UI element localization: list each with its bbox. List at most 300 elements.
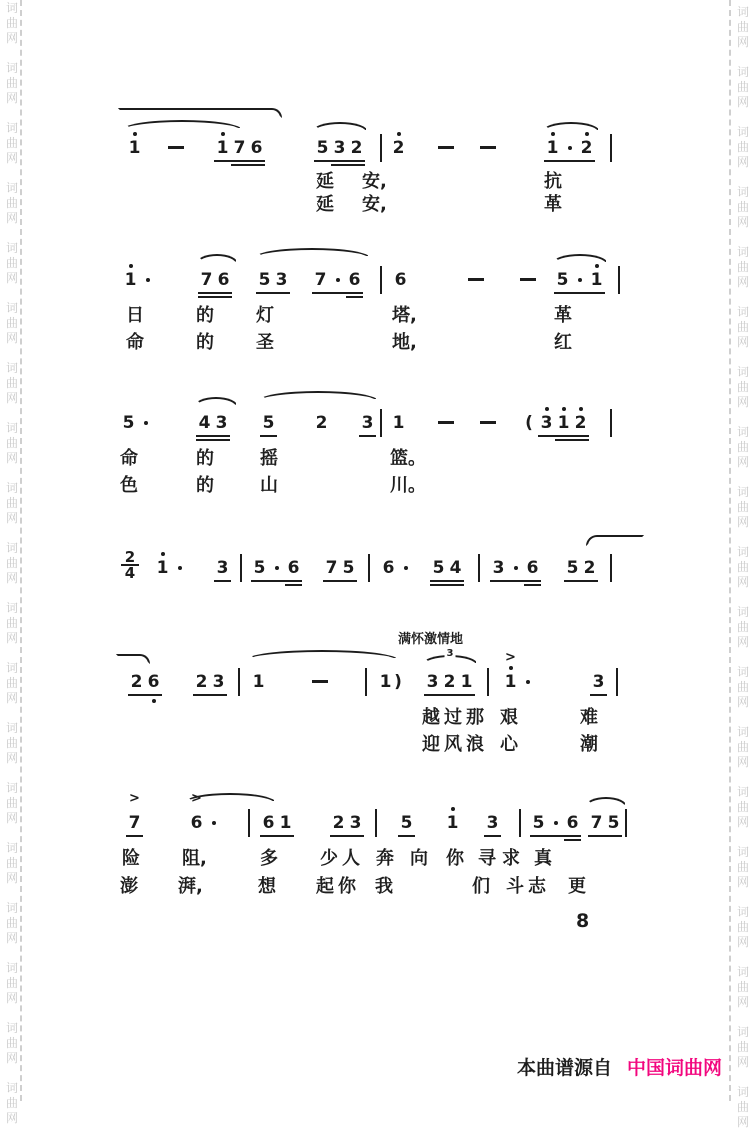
beam-underline-2 <box>564 839 581 841</box>
beam-underline <box>251 580 302 582</box>
lyric-syllable: 延 <box>316 171 334 192</box>
beam-underline <box>193 694 227 696</box>
note-char: 2 <box>578 138 595 158</box>
time-signature-denominator: 4 <box>121 564 139 580</box>
beam-underline-2 <box>331 164 365 166</box>
slur-tie <box>542 122 600 132</box>
lyric-syllable: 想 <box>258 876 276 897</box>
octave-dot-above <box>397 132 401 136</box>
duration-dash <box>480 146 496 149</box>
note-group <box>564 558 598 578</box>
beam-underline <box>312 292 363 294</box>
watermark-char: 词 <box>736 605 749 619</box>
slur-tie <box>422 648 478 665</box>
beam-underline <box>530 835 581 837</box>
note-char: 1 <box>279 813 292 833</box>
lyric-syllable: 安, <box>362 194 387 215</box>
slur-tie <box>246 650 398 660</box>
barline <box>368 554 370 582</box>
lyric-syllable: 的 <box>196 332 214 353</box>
note-group <box>312 270 363 290</box>
watermark-char: 曲 <box>736 1100 749 1114</box>
note-group <box>193 672 227 692</box>
note-group <box>392 270 409 290</box>
lyric-syllable: 求 <box>502 848 520 869</box>
watermark-char: 曲 <box>736 860 749 874</box>
lyric-syllable: 志 <box>528 876 546 897</box>
page-number: 8 <box>576 910 590 932</box>
note-char <box>139 270 156 290</box>
note-char: ) <box>394 672 402 692</box>
watermark-char: 词 <box>5 181 18 195</box>
barline <box>380 409 382 437</box>
watermark-char: 词 <box>5 841 18 855</box>
watermark-char: 词 <box>5 601 18 615</box>
watermark-char: 词 <box>5 61 18 75</box>
lyric-syllable: 艰 <box>500 707 518 728</box>
lyric-syllable: 你 <box>446 848 464 869</box>
lyric-syllable: 险 <box>122 848 140 869</box>
lyric-syllable: 迎 <box>422 734 440 755</box>
watermark-char: 曲 <box>736 1040 749 1054</box>
augmentation-dot <box>526 680 530 684</box>
slur-tie <box>118 108 282 118</box>
octave-dot-above <box>161 552 165 556</box>
note-group <box>554 270 605 290</box>
watermark-char: 曲 <box>736 980 749 994</box>
note-char <box>571 270 588 290</box>
watermark-char: 词 <box>736 365 749 379</box>
watermark-char: 曲 <box>5 136 18 150</box>
note-char: 5 <box>556 270 569 290</box>
beam-underline-2 <box>430 584 464 586</box>
duration-dash <box>168 146 184 149</box>
watermark-char: 词 <box>5 121 18 135</box>
note-group <box>154 558 188 578</box>
watermark-char: 曲 <box>5 16 18 30</box>
note-char: 4 <box>449 558 462 578</box>
watermark-char: 曲 <box>736 140 749 154</box>
lyric-syllable: 灯 <box>256 305 274 326</box>
watermark-char: 网 <box>736 995 749 1009</box>
beam-underline <box>260 435 277 437</box>
note-group <box>323 558 357 578</box>
watermark-char: 词 <box>736 305 749 319</box>
beam-underline <box>214 160 265 162</box>
note-char: 5 <box>258 270 271 290</box>
barline <box>380 134 382 162</box>
watermark-char: 网 <box>736 335 749 349</box>
note-char: ( <box>525 413 533 433</box>
lyric-syllable: 向 <box>410 848 428 869</box>
watermark-char: 词 <box>5 1021 18 1035</box>
watermark-char: 曲 <box>736 620 749 634</box>
note-char: 2 <box>350 138 363 158</box>
watermark-char: 网 <box>5 1111 18 1125</box>
watermark-char: 网 <box>736 635 749 649</box>
lyric-syllable: 澎 <box>120 876 138 897</box>
watermark-char: 词 <box>5 1 18 15</box>
watermark-char: 词 <box>736 845 749 859</box>
barline <box>519 809 521 837</box>
footer-site-link[interactable]: 中国词曲网 <box>627 1057 723 1079</box>
watermark-char: 网 <box>5 691 18 705</box>
watermark-char: 网 <box>736 815 749 829</box>
watermark-char: 词 <box>736 1025 749 1039</box>
augmentation-dot <box>514 566 518 570</box>
beam-underline <box>330 835 364 837</box>
watermark-char: 词 <box>736 485 749 499</box>
beam-underline-2 <box>196 439 230 441</box>
watermark-char: 曲 <box>736 260 749 274</box>
watermark-char: 网 <box>5 871 18 885</box>
watermark-char: 词 <box>5 661 18 675</box>
barline <box>616 668 618 696</box>
note-char: 7 <box>200 270 213 290</box>
duration-dash <box>312 680 328 683</box>
note-char: 2 <box>390 138 407 158</box>
beam-underline <box>314 160 365 162</box>
note-group <box>380 558 414 578</box>
note-char: 2 <box>583 558 596 578</box>
lyric-syllable: 我 <box>375 876 393 897</box>
barline <box>240 554 242 582</box>
octave-dot-above <box>545 407 549 411</box>
footer <box>517 1053 723 1080</box>
note-char: 3 <box>426 672 439 692</box>
note-group <box>490 558 541 578</box>
note-char: 2 <box>195 672 208 692</box>
note-char <box>397 558 414 578</box>
watermark-char: 网 <box>736 275 749 289</box>
note-char: 1 <box>460 672 473 692</box>
note-char: 5 <box>566 558 579 578</box>
note-char: 1 <box>126 138 143 158</box>
augmentation-dot <box>568 146 572 150</box>
watermark-char: 词 <box>5 241 18 255</box>
note-char: 5 <box>532 813 545 833</box>
lyric-syllable: 延 <box>316 194 334 215</box>
barline <box>625 809 627 837</box>
watermark-char: 词 <box>736 245 749 259</box>
watermark-char: 词 <box>5 481 18 495</box>
lyric-syllable: 们 <box>472 876 490 897</box>
note-char: 1 <box>444 813 461 833</box>
watermark-border-left <box>20 0 22 1101</box>
note-char: 3 <box>492 558 505 578</box>
note-char <box>547 813 564 833</box>
watermark-char: 网 <box>736 155 749 169</box>
note-char: 6 <box>262 813 275 833</box>
note-char: 2 <box>572 413 589 433</box>
lyric-syllable: 地, <box>392 332 417 353</box>
note-group <box>484 813 501 833</box>
watermark-char: 曲 <box>5 796 18 810</box>
beam-underline-2 <box>346 296 363 298</box>
lyric-syllable: 起 <box>316 876 334 897</box>
watermark-char: 词 <box>5 361 18 375</box>
note-group <box>390 413 407 433</box>
watermark-char: 曲 <box>5 556 18 570</box>
note-char: 2 <box>315 413 328 433</box>
watermark-char: 曲 <box>736 440 749 454</box>
note-group <box>250 672 267 692</box>
watermark-char: 曲 <box>5 856 18 870</box>
barline <box>380 266 382 294</box>
note-char: 6 <box>394 270 407 290</box>
note-char: 6 <box>250 138 263 158</box>
lyric-syllable: 日 <box>126 305 144 326</box>
note-group <box>393 672 403 692</box>
watermark-char: 网 <box>5 451 18 465</box>
watermark-char: 词 <box>736 545 749 559</box>
beam-underline <box>256 292 290 294</box>
note-group <box>430 558 464 578</box>
note-char <box>519 672 536 692</box>
lyric-syllable: 命 <box>120 448 138 469</box>
barline <box>375 809 377 837</box>
note-char: 1 <box>214 138 231 158</box>
note-char: 2 <box>443 672 456 692</box>
augmentation-dot <box>144 421 148 425</box>
note-char: 6 <box>145 672 162 692</box>
beam-underline <box>564 580 598 582</box>
watermark-char: 曲 <box>5 196 18 210</box>
beam-underline <box>484 835 501 837</box>
lyric-syllable: 越 <box>422 707 440 728</box>
barline <box>610 409 612 437</box>
note-char: 5 <box>607 813 620 833</box>
lyric-syllable: 革 <box>554 305 572 326</box>
note-group <box>544 138 595 158</box>
duration-dash <box>438 421 454 424</box>
note-group <box>126 791 143 833</box>
barline <box>610 554 612 582</box>
note-group <box>524 413 534 433</box>
note-group <box>377 672 394 692</box>
note-char: 6 <box>287 558 300 578</box>
lyric-syllable: 川。 <box>390 475 426 496</box>
octave-dot-above <box>509 666 513 670</box>
note-group <box>313 413 330 433</box>
beam-underline <box>398 835 415 837</box>
note-char: 2 <box>130 672 143 692</box>
octave-dot-above <box>451 807 455 811</box>
watermark-char: 词 <box>736 905 749 919</box>
barline <box>365 668 367 696</box>
watermark-char: 词 <box>736 5 749 19</box>
watermark-char: 网 <box>736 95 749 109</box>
watermark-char: 曲 <box>5 736 18 750</box>
slur-tie <box>194 397 238 407</box>
note-char: 5 <box>253 558 266 578</box>
note-char: 5 <box>122 413 135 433</box>
time-signature-numerator: 2 <box>124 548 136 566</box>
beam-underline <box>538 435 589 437</box>
note-char: 1 <box>588 270 605 290</box>
watermark-char: 曲 <box>5 676 18 690</box>
watermark-char: 网 <box>736 215 749 229</box>
beam-underline-2 <box>555 439 589 441</box>
lyric-syllable: 多 <box>260 848 278 869</box>
watermark-char: 网 <box>5 271 18 285</box>
note-group <box>398 813 415 833</box>
watermark-char: 曲 <box>5 1036 18 1050</box>
watermark-char: 网 <box>5 811 18 825</box>
note-group <box>214 138 265 158</box>
note-group <box>126 138 143 158</box>
note-group <box>260 413 277 433</box>
note-char: 7 > <box>128 791 141 833</box>
duration-dash <box>520 278 536 281</box>
note-group <box>214 558 231 578</box>
lyric-syllable: 圣 <box>256 332 274 353</box>
watermark-char: 词 <box>736 725 749 739</box>
octave-dot-above <box>551 132 555 136</box>
octave-dot-above <box>579 407 583 411</box>
footer-source-label: 本曲谱源自 <box>517 1057 613 1079</box>
watermark-char: 曲 <box>5 376 18 390</box>
beam-underline <box>323 580 357 582</box>
lyric-syllable: 安, <box>362 171 387 192</box>
beam-underline <box>588 835 622 837</box>
duration-dash <box>438 146 454 149</box>
augmentation-dot <box>336 278 340 282</box>
lyric-syllable: 斗 <box>506 876 524 897</box>
note-char: 3 <box>349 813 362 833</box>
augmentation-dot <box>554 821 558 825</box>
lyric-syllable: 潮 <box>580 734 598 755</box>
note-char <box>205 813 222 833</box>
slur-tie <box>196 254 238 264</box>
beam-underline <box>196 435 230 437</box>
watermark-char: 网 <box>736 35 749 49</box>
watermark-char: 词 <box>736 1085 749 1099</box>
lyric-syllable: 湃, <box>178 876 203 897</box>
lyric-syllable: 抗 <box>544 171 562 192</box>
watermark-char: 曲 <box>736 80 749 94</box>
tuplet-number: 3 <box>446 648 454 659</box>
note-char: 6 <box>526 558 539 578</box>
lyric-syllable: 山 <box>260 475 278 496</box>
note-char: 6 > <box>190 791 203 833</box>
note-group <box>502 650 536 692</box>
beam-underline-2 <box>231 164 265 166</box>
beam-underline <box>359 435 376 437</box>
watermark-char: 词 <box>5 901 18 915</box>
beam-underline <box>198 292 232 294</box>
watermark-char: 曲 <box>736 320 749 334</box>
watermark-char: 词 <box>5 301 18 315</box>
beam-underline <box>430 580 464 582</box>
slur-tie <box>312 122 368 132</box>
note-char: 1 <box>392 413 405 433</box>
watermark-char: 曲 <box>736 680 749 694</box>
beam-underline <box>260 835 294 837</box>
octave-dot-above <box>595 264 599 268</box>
note-char: 7 <box>314 270 327 290</box>
note-char <box>268 558 285 578</box>
note-char: 1 <box>544 138 561 158</box>
note-group <box>444 813 461 833</box>
watermark-char: 网 <box>736 575 749 589</box>
note-char <box>561 138 578 158</box>
note-char: 7 <box>233 138 246 158</box>
octave-dot-above <box>221 132 225 136</box>
note-char: 1 > <box>504 650 517 692</box>
octave-dot-above <box>133 132 137 136</box>
lyric-syllable: 奔 <box>376 848 394 869</box>
note-char: 5 <box>342 558 355 578</box>
note-char: 6 <box>382 558 395 578</box>
watermark-char: 词 <box>5 421 18 435</box>
lyric-syllable: 浪 <box>466 734 484 755</box>
note-char: 5 <box>400 813 413 833</box>
lyric-syllable: 的 <box>196 475 214 496</box>
watermark-char: 网 <box>736 875 749 889</box>
note-group <box>424 672 475 692</box>
watermark-char: 曲 <box>5 976 18 990</box>
duration-dash <box>480 421 496 424</box>
watermark-char: 词 <box>736 785 749 799</box>
watermark-char: 网 <box>5 511 18 525</box>
watermark-char: 词 <box>736 665 749 679</box>
beam-underline <box>490 580 541 582</box>
note-char: 3 <box>592 672 605 692</box>
slur-tie <box>552 254 608 264</box>
watermark-char: 网 <box>5 751 18 765</box>
note-char: 5 <box>316 138 329 158</box>
slur-tie <box>254 248 370 258</box>
augmentation-dot <box>178 566 182 570</box>
watermark-char: 网 <box>736 935 749 949</box>
lyric-syllable: 寻 <box>478 848 496 869</box>
lyric-syllable: 阻, <box>182 848 207 869</box>
note-group <box>256 270 290 290</box>
beam-underline-2 <box>524 584 541 586</box>
watermark-char: 曲 <box>5 916 18 930</box>
note-char: 4 <box>198 413 211 433</box>
lyric-syllable: 革 <box>544 194 562 215</box>
octave-dot-above <box>562 407 566 411</box>
lyric-syllable: 少 <box>320 848 338 869</box>
slur-tie <box>116 654 150 664</box>
watermark-char: 网 <box>736 515 749 529</box>
watermark-char: 词 <box>5 781 18 795</box>
note-char: 6 <box>217 270 230 290</box>
watermark-char: 词 <box>5 1081 18 1095</box>
octave-dot-above <box>129 264 133 268</box>
note-char: 1 <box>154 558 171 578</box>
barline <box>618 266 620 294</box>
note-group <box>530 813 581 833</box>
watermark-char: 网 <box>736 455 749 469</box>
lyric-syllable: 你 <box>338 876 356 897</box>
note-char: 6 <box>566 813 579 833</box>
note-group <box>128 672 162 692</box>
watermark-char: 网 <box>736 695 749 709</box>
note-char: 5 <box>432 558 445 578</box>
barline <box>478 554 480 582</box>
accent-mark: > <box>505 650 516 665</box>
watermark-char: 网 <box>5 331 18 345</box>
lyric-syllable: 过 <box>444 707 462 728</box>
note-char: 3 <box>212 672 225 692</box>
watermark-char: 网 <box>736 1115 749 1129</box>
watermark-char: 网 <box>5 631 18 645</box>
augmentation-dot <box>578 278 582 282</box>
lyric-syllable: 更 <box>568 876 586 897</box>
